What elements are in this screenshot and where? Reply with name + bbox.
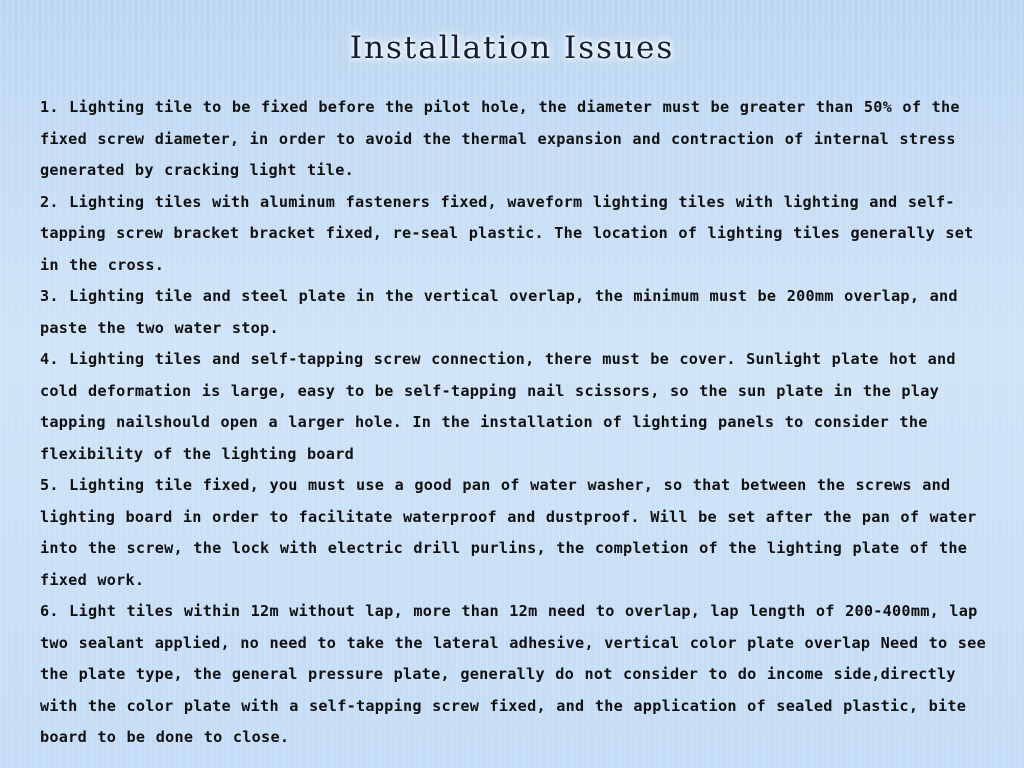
list-item-2: 2. Lighting tiles with aluminum fasteners fixed, waveform lighting tiles with lighting and self-tapping screw bracket bracket fixed, re-seal plastic. The location of lighting tiles generally set in the cross. <box>40 192 974 274</box>
page-title: Installation Issues <box>349 30 675 66</box>
installation-issues-list <box>40 92 1000 754</box>
list-item-5: 5. Lighting tile fixed, you must use a good pan of water washer, so that between the screws and lighting board in order to facilitate waterproof and dustproof. Will be set after the pan of water into the screw, the lock with electric drill purlins, the completion of the lighting plate of the fixed work. <box>40 476 977 589</box>
list-item-3: 3. Lighting tile and steel plate in the vertical overlap, the minimum must be 200mm overlap, and paste the two water stop. <box>40 287 958 337</box>
title-container <box>0 26 1024 70</box>
list-item-1: 1. Lighting tile to be fixed before the pilot hole, the diameter must be greater than 50% of the fixed screw diameter, in order to avoid the thermal expansion and contraction of internal stress generated by cracking light tile. <box>40 98 960 179</box>
list-item-4: 4. Lighting tiles and self-tapping screw connection, there must be cover. Sunlight plate hot and cold deformation is large, easy to be self-tapping nail scissors, so the sun plate in the play tapping nailshould open a larger hole. In the installation of lighting panels to consider the flexibility of the lighting board <box>40 350 956 463</box>
list-item-6: 6. Light tiles within 12m without lap, more than 12m need to overlap, lap length of 200-400mm, lap two sealant applied, no need to take the lateral adhesive, vertical color plate overlap Need to see the plate type, the general pressure plate, generally do not consider to do income side,directly with the color plate with a self-tapping screw fixed, and the application of sealed plastic, bite board to be done to close. <box>40 602 986 746</box>
